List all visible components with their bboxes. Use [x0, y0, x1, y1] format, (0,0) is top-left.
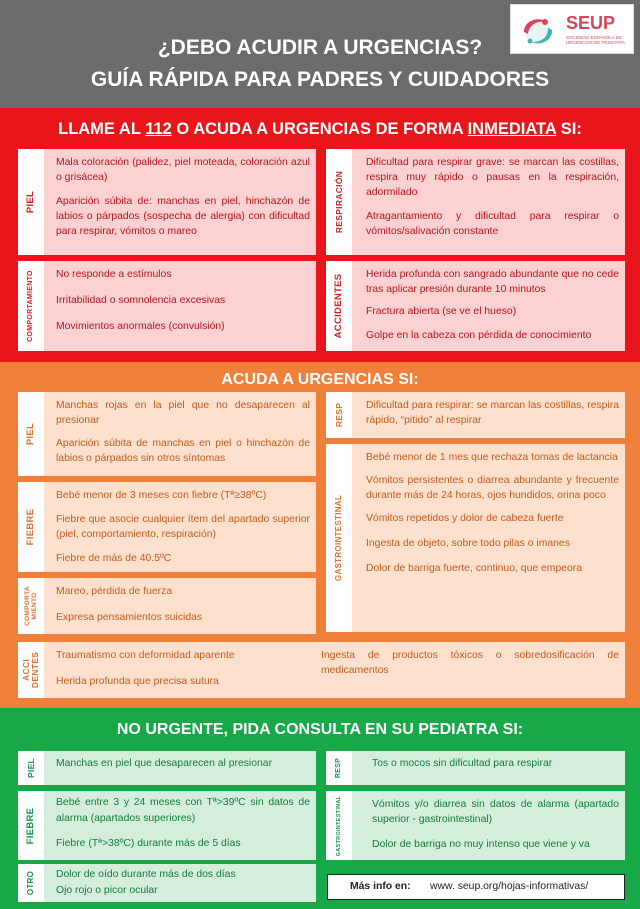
non-urgent-section-title: NO URGENTE, PIDA CONSULTA EN SU PEDIATRA SI:	[116, 721, 524, 738]
item-list	[56, 795, 310, 851]
list-item: Ojo rojo o picor ocular	[56, 885, 158, 896]
category-label: RESP	[334, 402, 344, 428]
category-label: ACCIDENTES	[333, 273, 344, 339]
item-list	[56, 155, 310, 239]
item-list	[56, 867, 310, 898]
urgent-section-title: ACUDA A URGENCIAS SI:	[221, 371, 419, 388]
category-tab	[326, 444, 352, 632]
list-item: Dolor de barriga no muy intenso que viene y va	[372, 839, 590, 850]
item-list	[56, 488, 310, 566]
category-tab	[326, 149, 352, 255]
list-item: Bebé menor de 1 mes que rechaza tomas de lactancia	[366, 452, 618, 463]
list-item: Atragantamiento y dificultad para respirar o vómitos/salivación constante	[366, 211, 619, 237]
seup-logo-icon	[517, 12, 559, 48]
list-item: Bebé entre 3 y 24 meses con Tª>39ºC sin datos de alarma (apartados superiores)	[56, 797, 310, 824]
item-list	[372, 797, 619, 852]
red-piel-box	[18, 149, 316, 255]
category-tab	[326, 392, 352, 438]
category-label	[22, 652, 40, 688]
more-info-link[interactable]: www. seup.org/hojas-informativas/	[430, 881, 589, 892]
page-subtitle: GUÍA RÁPIDA PARA PADRES Y CUIDADORES	[90, 68, 550, 91]
category-tab	[18, 642, 44, 698]
list-item: Aparición súbita de: manchas en piel, hinchazón de labios o párpados (sospecha de alergia) con dificultad para respirar, vómitos o mareo	[56, 196, 310, 237]
list-item: Tos o mocos sin dificultad para respirar	[372, 758, 553, 769]
list-item: Manchas en piel que desaparecen al presionar	[56, 758, 273, 769]
list-item: Golpe en la cabeza con pérdida de conocimiento	[366, 330, 592, 341]
list-item: Traumatismo con deformidad aparente	[56, 650, 235, 661]
red-comportamiento-box	[18, 261, 316, 351]
green-gastrointestinal-box	[326, 791, 625, 860]
category-label: RESP	[335, 757, 342, 779]
green-piel-box	[18, 751, 316, 785]
category-tab	[18, 261, 44, 351]
list-item: Irritabilidad o somnolencia excesivas	[56, 295, 226, 306]
orange-piel-box	[18, 392, 316, 476]
label-line: DENTES	[30, 651, 40, 689]
category-label: FIEBRE	[25, 508, 36, 546]
list-item: Vómitos persistentes o diarrea abundante y frecuente durante más de 24 horas, ojos hundidos, orina poco	[366, 475, 619, 501]
logo-name: SEUP	[566, 13, 616, 33]
emergency-number: 112	[145, 120, 172, 138]
item-list	[366, 155, 619, 239]
category-tab	[18, 791, 44, 860]
item-list	[366, 267, 619, 343]
title-part: O ACUDA A URGENCIAS DE FORMA	[171, 120, 468, 138]
orange-gastrointestinal-box	[326, 444, 625, 632]
list-item: Dificultad para respirar: se marcan las costillas, respira rápido, “pitido” al respirar	[366, 400, 619, 426]
list-item: Dolor de barriga fuerte, continuo, que empeora	[366, 563, 583, 574]
item-list	[366, 450, 619, 576]
list-item: Manchas rojas en la piel que no desaparecen al presionar	[56, 400, 310, 426]
seup-logo	[510, 4, 634, 54]
category-tab	[326, 751, 352, 785]
list-item: Vómitos y/o diarrea sin datos de alarma (apartado superior - gastrointestinal)	[372, 799, 619, 825]
green-resp-box	[326, 751, 625, 785]
item-list	[56, 584, 310, 625]
list-item: Expresa pensamientos suicidas	[56, 612, 203, 623]
list-item: Dolor de oído durante más de dos días	[56, 869, 236, 880]
logo-subtitle: SOCIEDAD ESPAÑOLA DE URGENCIAS DE PEDIATRÍA	[566, 35, 625, 45]
orange-resp-box	[326, 392, 625, 438]
green-otro-box	[18, 864, 316, 902]
immediate-section-title	[0, 120, 640, 139]
item-list	[372, 756, 619, 771]
list-item: Mareo, pérdida de fuerza	[56, 586, 173, 597]
header	[0, 0, 640, 108]
category-label: PIEL	[25, 190, 36, 214]
title-part: LLAME AL	[58, 120, 146, 138]
category-tab	[18, 578, 44, 634]
item-list	[366, 398, 619, 428]
category-label: FIEBRE	[25, 807, 36, 844]
list-item: Mala coloración (palidez, piel moteada, coloración azul o grisácea)	[56, 157, 310, 183]
more-info-box	[327, 874, 625, 900]
list-item: Fiebre que asocie cualquier ítem del apartado superior (piel, comportamiento, respiración)	[56, 514, 310, 540]
list-item: Fractura abierta (se ve el hueso)	[366, 306, 517, 317]
list-item: Herida profunda con sangrado abundante que no cede tras aplicar presión durante 10 minutos	[366, 269, 619, 295]
item-list	[56, 398, 310, 466]
orange-accidentes-box	[18, 642, 625, 698]
green-fiebre-box	[18, 791, 316, 860]
list-item: Fiebre de más de 40.5ºC	[56, 553, 172, 564]
label-line: ACCI	[21, 659, 31, 681]
category-tab	[18, 392, 44, 476]
category-tab	[18, 482, 44, 572]
list-item: No responde a estímulos	[56, 269, 172, 280]
orange-fiebre-box	[18, 482, 316, 572]
list-item: Fiebre (Tª>38ºC) durante más de 5 días	[56, 838, 241, 849]
list-item: Vómitos repetidos y dolor de cabeza fuerte	[366, 513, 564, 524]
category-label: COMPORTAMIENTO	[27, 270, 34, 342]
category-label: RESPIRACIÓN	[334, 170, 344, 234]
category-label: GASTROINTESTINAL	[336, 795, 342, 856]
list-item: Herida profunda que precisa sutura	[56, 676, 219, 687]
page-title: ¿DEBO ACUDIR A URGENCIAS?	[157, 36, 483, 59]
category-label: PIEL	[26, 757, 36, 779]
orange-comportamiento-box	[18, 578, 316, 634]
red-accidentes-box	[326, 261, 625, 351]
category-tab	[18, 864, 44, 902]
category-tab	[18, 149, 44, 255]
list-item: Dificultad para respirar grave: se marcan las costillas, respira muy rápido o pausas en la respiración, adormilado	[366, 157, 619, 198]
category-label: PIEL	[25, 422, 36, 446]
label-line: COMPORTA	[24, 586, 31, 626]
red-respiracion-box	[326, 149, 625, 255]
item-list	[56, 648, 316, 689]
title-emphasis: INMEDIATA	[467, 120, 557, 138]
label-line: MIENTO	[31, 592, 38, 620]
more-info-label: Más info en:	[350, 881, 411, 892]
item-list	[56, 267, 310, 334]
list-item: Aparición súbita de manchas en piel o hinchazón de labios o párpados sin otros síntomas	[56, 438, 310, 464]
item-list	[56, 756, 310, 771]
category-label: OTRO	[26, 870, 35, 896]
category-tab	[326, 261, 352, 351]
list-item: Ingesta de productos tóxicos o sobredosificación de medicamentos	[321, 650, 619, 676]
title-part: SI:	[556, 120, 582, 138]
category-tab	[18, 751, 44, 785]
list-item: Movimientos anormales (convulsión)	[56, 321, 225, 332]
category-label	[24, 586, 38, 626]
list-item: Ingesta de objeto, sobre todo pilas o imanes	[366, 538, 570, 549]
category-label: GASTROINTESTINAL	[334, 494, 343, 582]
category-tab	[326, 791, 352, 860]
list-item: Bebé menor de 3 meses con fiebre (Tª≥38ºC)	[56, 490, 267, 501]
